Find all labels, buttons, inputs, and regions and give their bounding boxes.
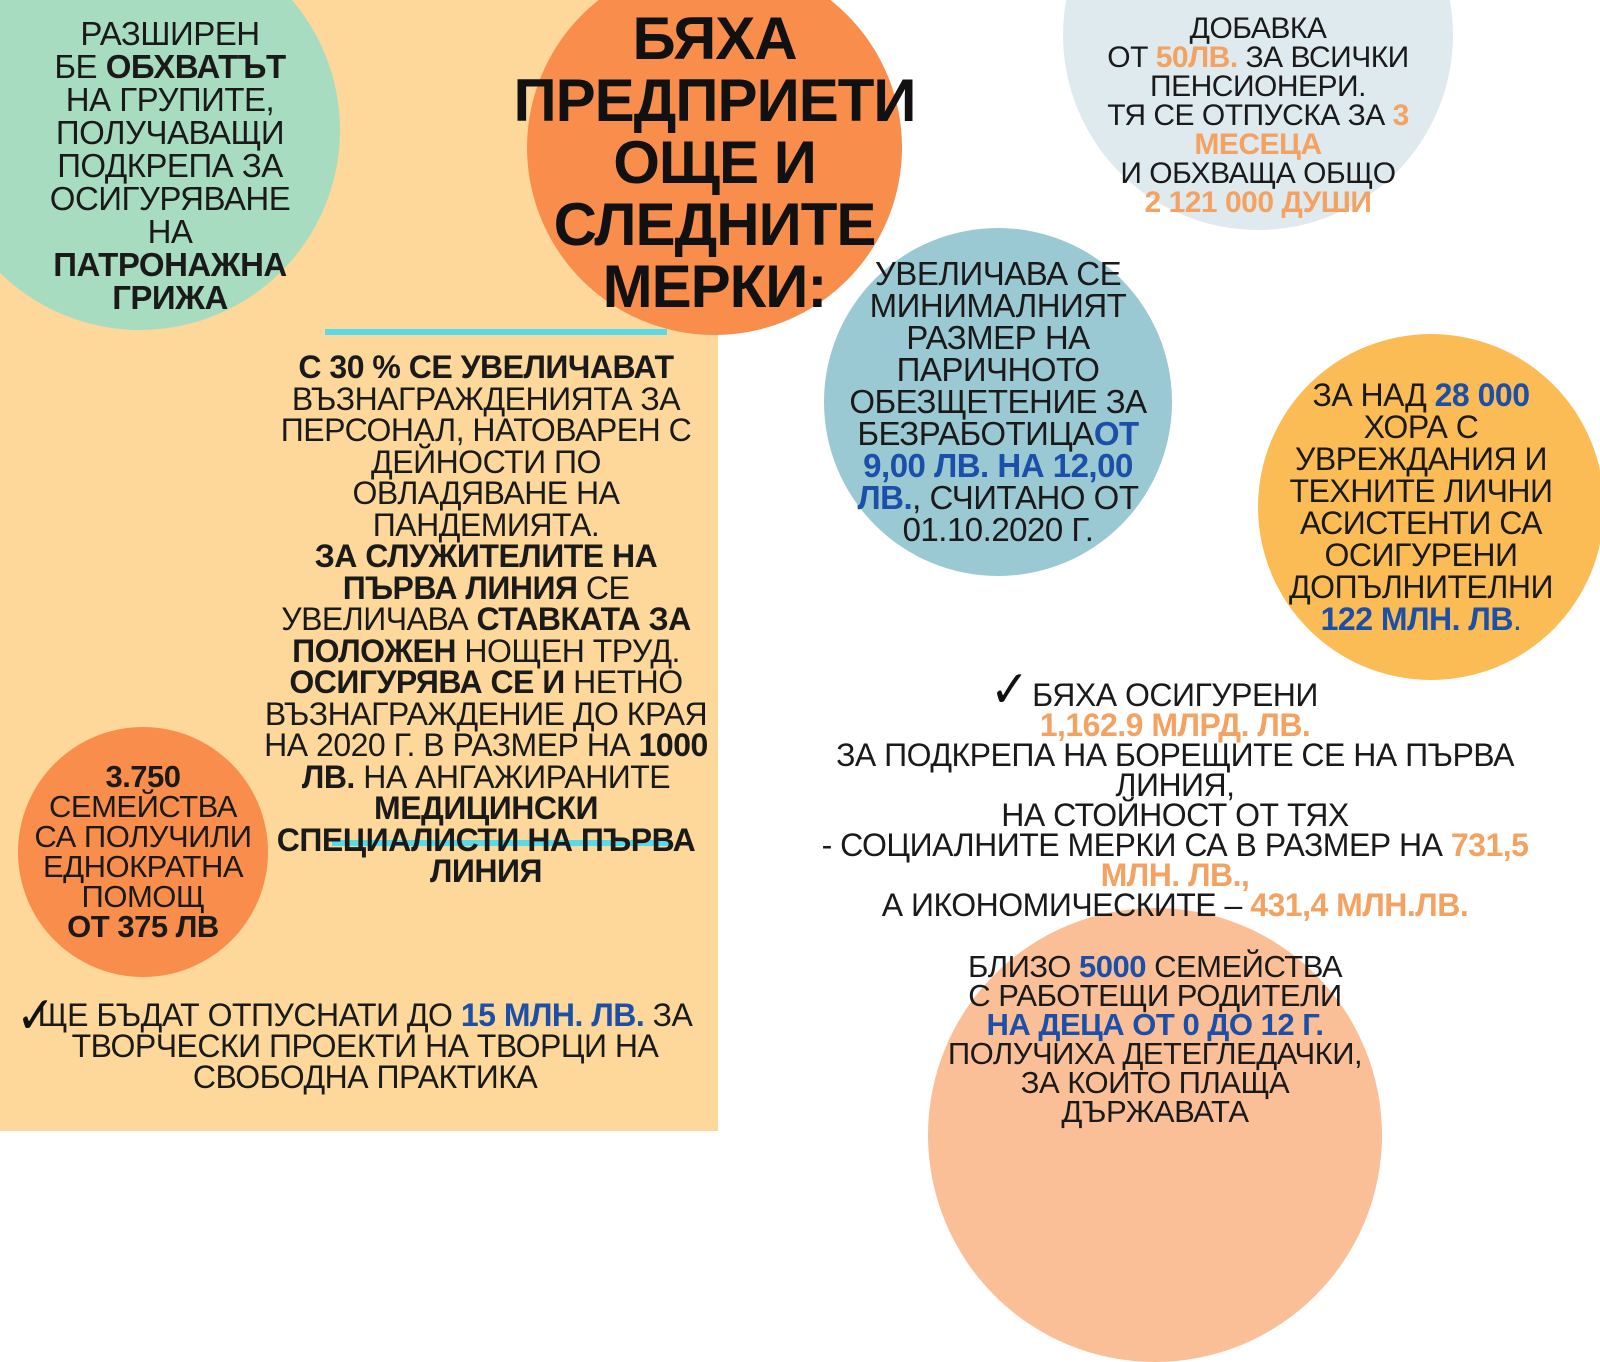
- title-line-1: БЯХА: [632, 4, 797, 72]
- staff-text-6: НОЩЕН ТРУД.: [456, 632, 680, 669]
- childcare-line-2: С РАБОТЕЩИ РОДИТЕЛИ: [968, 978, 1342, 1013]
- families-count: 3.750: [105, 759, 181, 794]
- title-line-3: ОЩЕ И: [613, 128, 816, 196]
- pension-amount: 50ЛВ.: [1155, 40, 1238, 74]
- childcare-text: [945, 949, 1365, 1129]
- title-line-4: СЛЕДНИТЕ: [553, 190, 876, 258]
- childcare-ages: НА ДЕЦА ОТ 0 ДО 12 Г.: [986, 1007, 1324, 1042]
- disabilities-paragraph: [1271, 379, 1571, 603]
- unemployment-date: , СЧИТАНО ОТ 01.10.2020 Г.: [902, 479, 1139, 548]
- divider-top: [325, 329, 667, 335]
- staff-measures-text: [262, 349, 710, 889]
- families-circle: [18, 727, 268, 977]
- pension-line-2: [1078, 40, 1438, 103]
- pension-circle: [1063, 0, 1453, 230]
- staff-increase: С 30 % СЕ УВЕЛИЧАВАТ: [298, 349, 674, 385]
- staff-paragraph-1: [262, 349, 710, 543]
- staff-text-4: СЕ УВЕЛИЧАВА: [281, 569, 630, 637]
- title-line-2: ПРЕДПРИЕТИ: [513, 66, 916, 134]
- unemployment-text-1: УВЕЛИЧАВА СЕ МИНИМАЛНИЯТ РАЗМЕР НА ПАРИЧНОТО ОБЕЗЩЕТЕНИЕ ЗА БЕЗРАБОТИЦА: [849, 255, 1147, 452]
- creative-text-3: ЗА ТВОРЧЕСКИ ПРОЕКТИ НА ТВОРЦИ НА СВОБОДНА ПРАКТИКА: [71, 997, 693, 1095]
- disabilities-circle: [1258, 334, 1600, 680]
- funding-line-1: БЯХА ОСИГУРЕНИ: [1032, 677, 1318, 713]
- title-line-5: МЕРКИ:: [602, 252, 827, 320]
- disabilities-amount-line: [1271, 603, 1571, 635]
- childcare-count: 5000: [1079, 949, 1146, 984]
- funding-total: 1,162.9 МЛРД. ЛВ.: [1039, 707, 1311, 743]
- funding-social: 731,5 МЛН. ЛВ.,: [1100, 827, 1529, 893]
- funding-line-5: [790, 827, 1560, 893]
- pension-line-1: ДОБАВКА: [1189, 11, 1327, 45]
- pension-text-5: ТЯ СЕ ОТПУСКА ЗА: [1107, 98, 1393, 132]
- staff-paragraph-3: [262, 664, 710, 889]
- families-desc: СЕМЕЙСТВА СА ПОЛУЧИЛИ ЕДНОКРАТНА ПОМОЩ: [34, 789, 252, 914]
- families-text: [28, 759, 258, 944]
- childcare-circle: [928, 908, 1382, 1362]
- patronage-circle: [0, 0, 340, 330]
- childcare-line-4: ПОЛУЧИХА ДЕТЕГЛЕДАЧКИ,: [947, 1036, 1363, 1071]
- funding-text: [790, 661, 1560, 923]
- childcare-text-3: СЕМЕЙСТВА: [1145, 949, 1343, 984]
- creative-amount: 15 МЛН. ЛВ.: [460, 997, 645, 1033]
- disabilities-people: 28 000: [1434, 377, 1530, 413]
- childcare-line-1: [945, 949, 1365, 984]
- patronage-text: [45, 14, 295, 316]
- creative-text-1: ЩЕ БЪДАТ ОТПУСНАТИ ДО: [37, 997, 461, 1033]
- staff-provided: ОСИГУРЯВА СЕ И: [289, 664, 565, 700]
- disabilities-text: [1271, 379, 1571, 635]
- unemployment-paragraph: [833, 255, 1163, 548]
- disabilities-period: .: [1512, 601, 1522, 637]
- check-icon: ✓: [990, 661, 1029, 719]
- families-amount: ОТ 375 ЛВ: [67, 909, 219, 944]
- funding-economic: 431,4 МЛН.ЛВ.: [1250, 887, 1469, 923]
- staff-medics: МЕДИЦИНСКИ СПЕЦИАЛИСТИ НА ПЪРВА ЛИНИЯ: [276, 790, 696, 889]
- pension-text-2: ОТ: [1107, 40, 1156, 74]
- staff-text-2: ВЪЗНАГРАЖДЕНИЯТА ЗА ПЕРСОНАЛ, НАТОВАРЕН С ДЕЙНОСТИ ПО ОВЛАДЯВАНЕ НА ПАНДЕМИЯТА.: [280, 380, 692, 543]
- patronage-scope: ОБХВАТЪТ: [105, 47, 286, 85]
- pension-line-4: И ОБХВАЩА ОБЩО: [1120, 156, 1396, 190]
- pension-months: 3 МЕСЕЦА: [1194, 98, 1409, 161]
- disabilities-amount: 122 МЛН. ЛВ: [1320, 601, 1513, 637]
- patronage-line-1: РАЗШИРЕН: [80, 14, 260, 52]
- funding-text-5: - СОЦИАЛНИТЕ МЕРКИ СА В РАЗМЕР НА: [821, 827, 1451, 863]
- unemployment-amount: ОТ 9,00 ЛВ. НА 12,00 ЛВ.: [857, 415, 1139, 516]
- childcare-line-5: ЗА КОИТО ПЛАЩА ДЪРЖАВАТА: [1020, 1065, 1290, 1129]
- staff-frontline: ЗА СЛУЖИТЕЛИТЕ НА ПЪРВА ЛИНИЯ: [314, 538, 658, 606]
- patronage-line-2: [45, 47, 295, 316]
- patronage-text-4: НА ГРУПИТЕ, ПОЛУЧАВАЩИ ПОДКРЕПА ЗА ОСИГУРЯВАНЕ НА: [49, 80, 291, 250]
- pension-line-3: [1078, 98, 1438, 161]
- pension-text: [1078, 11, 1438, 219]
- funding-text-7: А ИКОНОМИЧЕСКИТЕ –: [881, 887, 1251, 923]
- funding-line-3: ЗА ПОДКРЕПА НА БОРЕЩИТЕ СЕ НА ПЪРВА ЛИНИЯ,: [836, 737, 1514, 803]
- pension-people: 2 121 000 ДУШИ: [1144, 185, 1372, 219]
- staff-text-10: НА АНГАЖИРАНИТЕ: [354, 758, 671, 795]
- pension-text-4: ЗА ВСИЧКИ ПЕНСИОНЕРИ.: [1150, 40, 1409, 103]
- patronage-text-2: БЕ: [54, 47, 106, 85]
- staff-text-8: НЕТНО ВЪЗНАГРАЖДЕНИЕ ДО КРАЯ НА 2020 Г. В РАЗМЕР НА: [264, 664, 708, 763]
- funding-line-4: НА СТОЙНОСТ ОТ ТЯХ: [1001, 797, 1349, 833]
- disabilities-text-1: ЗА НАД: [1312, 377, 1435, 413]
- staff-amount: 1000 ЛВ.: [301, 727, 708, 795]
- staff-paragraph-2: [262, 538, 710, 669]
- childcare-text-1: БЛИЗО: [967, 949, 1080, 984]
- unemployment-circle: [824, 228, 1172, 576]
- check-icon: ✓: [16, 987, 55, 1045]
- unemployment-text: [833, 255, 1163, 548]
- patronage-care: ПАТРОНАЖНА ГРИЖА: [53, 245, 287, 316]
- staff-rate: СТАВКАТА ЗА ПОЛОЖЕН: [292, 601, 691, 669]
- funding-line-6: [790, 887, 1560, 923]
- creative-paragraph: [20, 997, 710, 1095]
- disabilities-text-3: ХОРА С УВРЕЖДАНИЯ И ТЕХНИТЕ ЛИЧНИ АСИСТЕНТИ СА ОСИГУРЕНИ ДОПЪЛНИТЕЛНИ: [1289, 409, 1553, 605]
- creative-text: [16, 987, 710, 1095]
